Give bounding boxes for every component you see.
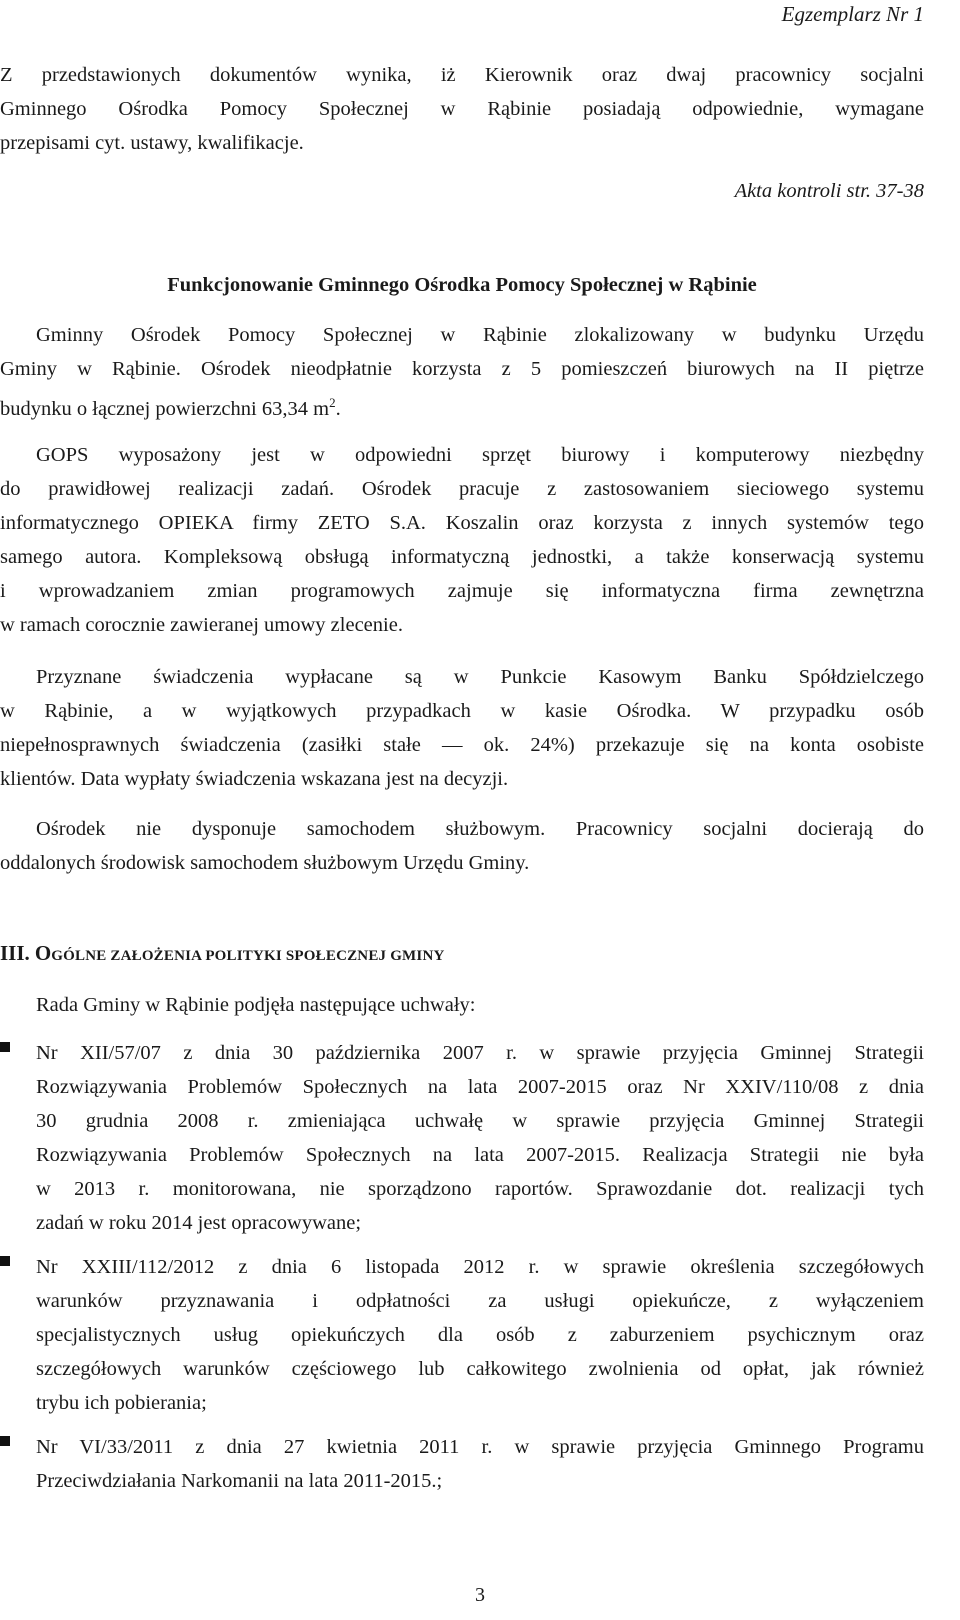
bullet-square-icon bbox=[0, 1256, 10, 1266]
section-title: Funkcjonowanie Gminnego Ośrodka Pomocy Społecznej w Rąbinie bbox=[167, 274, 757, 296]
resolution-line: trybu ich pobierania; bbox=[36, 1392, 207, 1414]
paragraph-line: Przyznane świadczenia wypłacane są w Punkcie Kasowym Banku Spółdzielczego bbox=[36, 666, 924, 688]
paragraph-line: samego autora. Kompleksową obsługą informatyczną jednostki, a także konserwacją systemu bbox=[0, 546, 924, 568]
resolution-line: Nr VI/33/2011 z dnia 27 kwietnia 2011 r. w sprawie przyjęcia Gminnego Programu bbox=[36, 1436, 924, 1458]
superscript-2: 2 bbox=[329, 395, 336, 410]
resolution-line: szczegółowych warunków częściowego lub całkowitego zwolnienia od opłat, jak również bbox=[36, 1358, 924, 1380]
paragraph-line: Gminy w Rąbinie. Ośrodek nieodpłatnie korzysta z 5 pomieszczeń biurowych na II piętrze bbox=[0, 358, 924, 380]
intro-line: przepisami cyt. ustawy, kwalifikacje. bbox=[0, 132, 304, 154]
paragraph-line: do prawidłowej realizacji zadań. Ośrodek pracuje z zastosowaniem sieciowego systemu bbox=[0, 478, 924, 500]
resolution-line: w 2013 r. monitorowana, nie sporządzono raportów. Sprawozdanie dot. realizacji tych bbox=[36, 1178, 924, 1200]
section-iii-heading: III. OGÓLNE ZAŁOŻENIA POLITYKI SPOŁECZNEJ GMINY bbox=[0, 941, 445, 965]
paragraph-line: informatycznego OPIEKA firmy ZETO S.A. Koszalin oraz korzysta z innych systemów tego bbox=[0, 512, 924, 534]
resolution-line: Rozwiązywania Problemów Społecznych na lata 2007-2015. Realizacja Strategii nie była bbox=[36, 1144, 924, 1166]
intro-line: Z przedstawionych dokumentów wynika, iż Kierownik oraz dwaj pracownicy socjalni bbox=[0, 64, 924, 86]
resolution-line: zadań w roku 2014 jest opracowywane; bbox=[36, 1212, 362, 1234]
paragraph-line: GOPS wyposażony jest w odpowiedni sprzęt biurowy i komputerowy niezbędny bbox=[36, 444, 924, 466]
paragraph-line: Ośrodek nie dysponuje samochodem służbowym. Pracownicy socjalni docierają do bbox=[36, 818, 924, 840]
paragraph-line: klientów. Data wypłaty świadczenia wskazana jest na decyzji. bbox=[0, 768, 509, 790]
paragraph-line: niepełnosprawnych świadczenia (zasiłki stałe — ok. 24%) przekazuje się na konta osobiste bbox=[0, 734, 924, 756]
paragraph-line: oddalonych środowisk samochodem służbowym Urzędu Gminy. bbox=[0, 852, 530, 874]
resolution-line: 30 grudnia 2008 r. zmieniająca uchwałę w sprawie przyjęcia Gminnej Strategii bbox=[36, 1110, 924, 1132]
page-number: 3 bbox=[475, 1584, 485, 1606]
akta-reference: Akta kontroli str. 37-38 bbox=[734, 180, 924, 202]
resolution-line: Rozwiązywania Problemów Społecznych na lata 2007-2015 oraz Nr XXIV/110/08 z dnia bbox=[36, 1076, 924, 1098]
resolution-line: warunków przyznawania i odpłatności za usługi opiekuńcze, z wyłączeniem bbox=[36, 1290, 924, 1312]
paragraph-line: budynku o łącznej powierzchni 63,34 $m^2$. bbox=[0, 395, 341, 420]
resolution-line: Nr XXIII/112/2012 z dnia 6 listopada 2012 r. w sprawie określenia szczegółowych bbox=[36, 1256, 924, 1278]
resolution-line: Przeciwdziałania Narkomanii na lata 2011-2015.; bbox=[36, 1470, 443, 1492]
intro-line: Gminnego Ośrodka Pomocy Społecznej w Rąbinie posiadają odpowiednie, wymagane bbox=[0, 98, 924, 120]
paragraph-line: Gminny Ośrodek Pomocy Społecznej w Rąbinie zlokalizowany w budynku Urzędu bbox=[36, 324, 924, 346]
paragraph-line: w Rąbinie, a w wyjątkowych przypadkach w kasie Ośrodka. W przypadku osób bbox=[0, 700, 924, 722]
resolution-line: Nr XII/57/07 z dnia 30 października 2007 r. w sprawie przyjęcia Gminnej Strategii bbox=[36, 1042, 924, 1064]
bullet-square-icon bbox=[0, 1436, 10, 1446]
resolution-line: specjalistycznych usług opiekuńczych dla osób z zaburzeniem psychicznym oraz bbox=[36, 1324, 924, 1346]
bullet-square-icon bbox=[0, 1042, 10, 1052]
resolutions-intro: Rada Gminy w Rąbinie podjęła następujące uchwały: bbox=[36, 994, 476, 1016]
paragraph-line: i wprowadzaniem zmian programowych zajmuje się informatyczna firma zewnętrzna bbox=[0, 580, 924, 602]
copy-number-label: Egzemplarz Nr 1 bbox=[781, 2, 924, 26]
paragraph-line: w ramach corocznie zawieranej umowy zlecenie. bbox=[0, 614, 403, 636]
